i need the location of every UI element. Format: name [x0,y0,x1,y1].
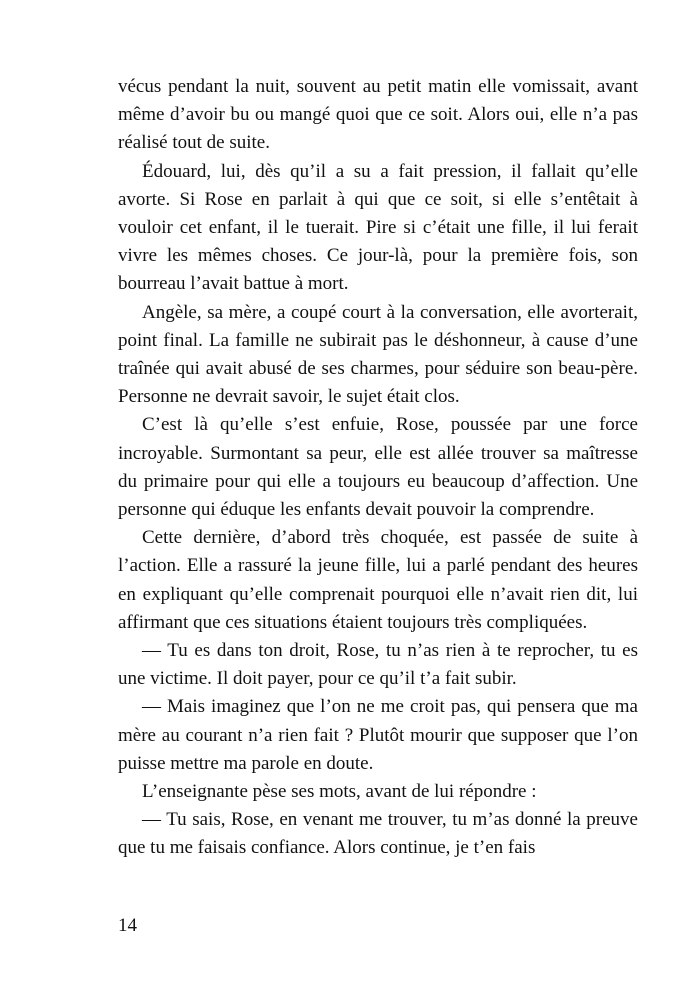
dialogue-mais-imaginez: — Mais imaginez que l’on ne me croit pas, qui pensera que ma mère au courant n’a rien fait ? Plutôt mourir que supposer que l’on puisse mettre ma parole en doute. [118,696,638,774]
paragraph-enfuie: C’est là qu’elle s’est enfuie, Rose, poussée par une force incroyable. Surmontant sa peur, elle est allée trouver sa maîtresse du primaire pour qui elle a toujours eu beaucoup d’affection. Une personne qui éduque les enfants devait pouvoir la comprendre. [118,414,638,521]
body-text [118,73,638,863]
paragraph-continuation: vécus pendant la nuit, souvent au petit matin elle vomissait, avant même d’avoir bu ou mangé quoi que ce soit. Alors oui, elle n’a pas réalisé tout de suite. [118,76,638,154]
dialogue-tu-es-dans-ton-droit: — Tu es dans ton droit, Rose, tu n’as rien à te reprocher, tu es une victime. Il doit payer, pour ce qu’il t’a fait subir. [118,640,638,690]
page-number: 14 [118,915,137,936]
paragraph-angele: Angèle, sa mère, a coupé court à la conversation, elle avorterait, point final. La famille ne subirait pas le déshonneur, à cause d’une traînée qui avait abusé de ses charmes, pour séduire son beau-père. Personne ne devrait savoir, le sujet était clos. [118,301,638,408]
paragraph-cette-derniere: Cette dernière, d’abord très choquée, est passée de suite à l’action. Elle a rassuré la jeune fille, lui a parlé pendant des heures en expliquant qu’elle comprenait pourquoi elle n’avait rien dit, lui affirmant que ces situations étaient toujours très compliquées. [118,527,638,633]
paragraph-enseignante: L’enseignante pèse ses mots, avant de lui répondre : [142,781,537,803]
paragraph-edouard: Édouard, lui, dès qu’il a su a fait pression, il fallait qu’elle avorte. Si Rose en parlait à qui que ce soit, si elle s’entêtait à vouloir cet enfant, il le tuerait. Pire si c’était une fille, il lui ferait vivre les mêmes choses. Ce jour-là, pour la première fois, son bourreau l’avait battue à mort. [118,160,638,295]
dialogue-tu-sais-rose: — Tu sais, Rose, en venant me trouver, tu m’as donné la preuve que tu me faisais confiance. Alors continue, je t’en fais [118,809,638,859]
